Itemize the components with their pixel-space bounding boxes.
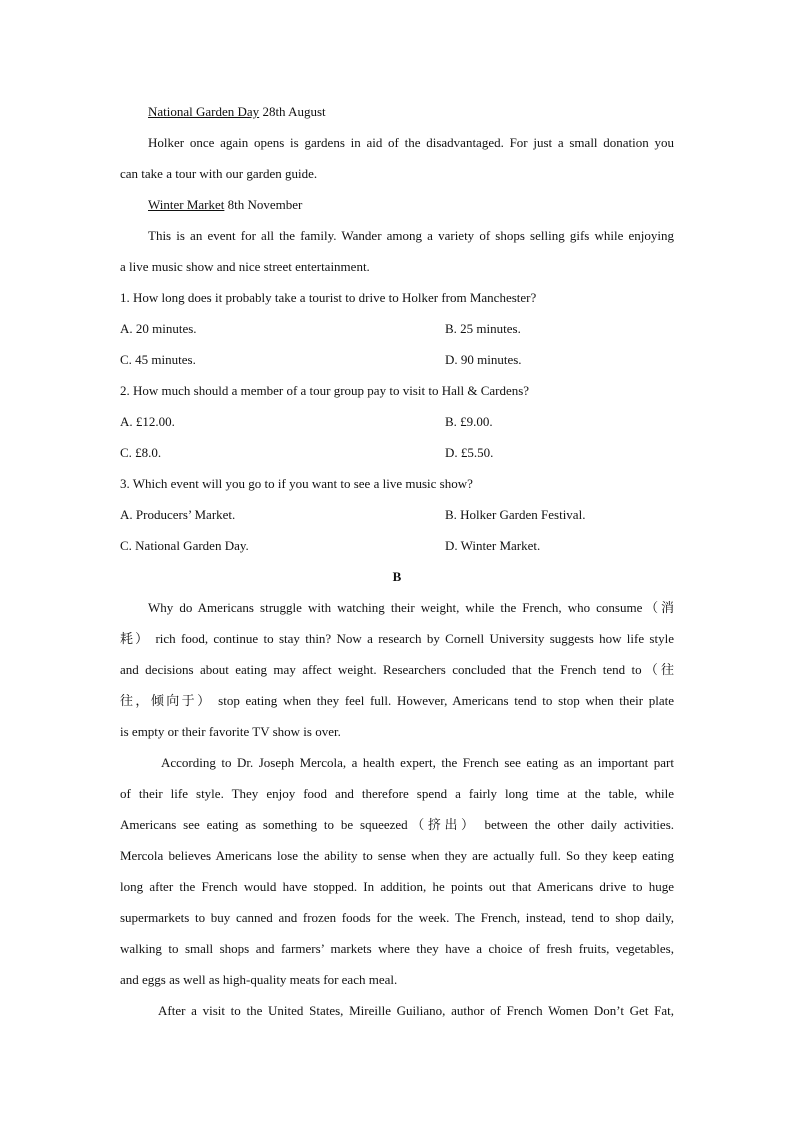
paragraph-line: Americans see eating as something to be squeezed（挤出） between the other daily activities. bbox=[120, 817, 674, 832]
options-row bbox=[120, 437, 674, 468]
paragraph-line: of their life style. They enjoy food and therefore spend a fairly long time at the table, while bbox=[120, 786, 674, 801]
event-date: 28th August bbox=[259, 104, 326, 119]
paragraph-line: Why do Americans struggle with watching their weight, while the French, who consume（消 bbox=[148, 600, 674, 615]
paragraph-line: and eggs as well as high-quality meats for each meal. bbox=[120, 972, 398, 987]
paragraph-line: This is an event for all the family. Wander among a variety of shops selling gifs while enjoying bbox=[148, 228, 674, 243]
document-page bbox=[120, 96, 674, 1026]
options-row bbox=[120, 530, 674, 561]
paragraph-line: According to Dr. Joseph Mercola, a health expert, the French see eating as an important part bbox=[161, 755, 674, 770]
question-2: 2. How much should a member of a tour group pay to visit to Hall & Cardens? bbox=[120, 383, 530, 398]
paragraph-line: and decisions about eating may affect weight. Researchers concluded that the French tend to（往 bbox=[120, 662, 674, 677]
event-winter-market bbox=[120, 189, 674, 220]
event-date: 8th November bbox=[224, 197, 303, 212]
paragraph-line: After a visit to the United States, Mireille Guiliano, author of French Women Don’t Get Fat, bbox=[158, 1003, 674, 1018]
event-title: Winter Market bbox=[148, 197, 225, 212]
option-b: B. Holker Garden Festival. bbox=[445, 507, 586, 522]
options-row bbox=[120, 499, 674, 530]
option-c: C. 45 minutes. bbox=[120, 352, 196, 367]
option-d: D. Winter Market. bbox=[445, 538, 541, 553]
paragraph-line: long after the French would have stopped. In addition, he points out that Americans drive to huge bbox=[120, 879, 674, 894]
question-3: 3. Which event will you go to if you want to see a live music show? bbox=[120, 476, 473, 491]
paragraph-line: can take a tour with our garden guide. bbox=[120, 166, 318, 181]
paragraph-line: a live music show and nice street entertainment. bbox=[120, 259, 370, 274]
options-row bbox=[120, 406, 674, 437]
option-d: D. £5.50. bbox=[445, 445, 494, 460]
paragraph-line: Mercola believes Americans lose the ability to sense when they are actually full. So they keep eating bbox=[120, 848, 674, 863]
section-heading: B bbox=[392, 569, 402, 584]
option-a: A. £12.00. bbox=[120, 414, 175, 429]
option-b: B. £9.00. bbox=[445, 414, 493, 429]
paragraph-line: walking to small shops and farmers’ markets where they have a choice of fresh fruits, vegetables, bbox=[120, 941, 674, 956]
event-national-garden-day bbox=[120, 96, 674, 127]
option-c: C. £8.0. bbox=[120, 445, 162, 460]
event-title: National Garden Day bbox=[148, 104, 260, 119]
option-d: D. 90 minutes. bbox=[445, 352, 522, 367]
options-row bbox=[120, 313, 674, 344]
option-a: A. Producers’ Market. bbox=[120, 507, 236, 522]
paragraph-line: is empty or their favorite TV show is over. bbox=[120, 724, 341, 739]
question-1: 1. How long does it probably take a tourist to drive to Holker from Manchester? bbox=[120, 290, 537, 305]
options-row bbox=[120, 344, 674, 375]
option-c: C. National Garden Day. bbox=[120, 538, 249, 553]
paragraph-line: Holker once again opens is gardens in aid of the disadvantaged. For just a small donation you bbox=[148, 135, 674, 150]
paragraph-line: 耗） rich food, continue to stay thin? Now a research by Cornell University suggests how life style bbox=[120, 631, 674, 646]
paragraph-line: 往，倾向于） stop eating when they feel full. However, Americans tend to stop when their plate bbox=[120, 693, 674, 708]
option-a: A. 20 minutes. bbox=[120, 321, 197, 336]
paragraph-line: supermarkets to buy canned and frozen foods for the week. The French, instead, tend to shop daily, bbox=[120, 910, 674, 925]
option-b: B. 25 minutes. bbox=[445, 321, 521, 336]
